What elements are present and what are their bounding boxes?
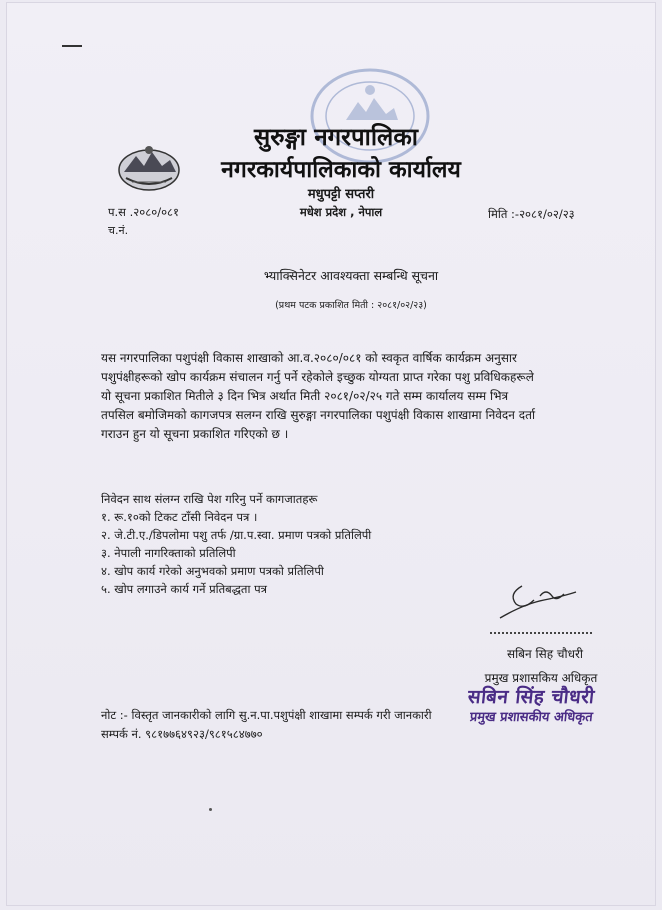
address-line-2: मधेश प्रदेश , नेपाल <box>299 205 383 219</box>
signatory-name: सबिन सिह चौधरी <box>506 647 584 661</box>
notice-body <box>101 349 603 444</box>
document-item: २. जे.टी.ए./डिपलोमा पशु तर्फ /ग्रा.प.स्वा. प्रमाण पत्रको प्रतिलिपी <box>101 528 372 542</box>
signature-line <box>490 632 592 634</box>
scan-speck <box>209 808 212 811</box>
document-item: ४. खोप कार्य गरेको अनुभवको प्रमाण पत्रको प्रतिलिपी <box>101 564 324 578</box>
nepal-government-emblem-icon <box>114 142 184 194</box>
notice-subject: भ्याक्सिनेटर आवश्यक्ता सम्बन्धि सूचना <box>263 268 439 283</box>
document-item: १. रू.१०को टिकट टाँसी निवेदन पत्र । <box>101 510 258 524</box>
document-item: ५. खोप लगाउने कार्य गर्ने प्रतिबद्धता पत्र <box>101 582 268 596</box>
address-line-1: मधुपट्टी सप्तरी <box>307 187 375 202</box>
body-line: तपसिल बमोजिमको कागजपत्र सलग्न राखि सुरुङ्गा नगरपालिका पशुपंक्षी विकास शाखामा निवेदन दर्ता <box>101 408 536 422</box>
required-documents <box>101 490 371 598</box>
org-name: सुरुङ्गा नगरपालिका <box>254 122 418 151</box>
title-stamp: प्रमुख प्रशासकीय अधिकृत <box>469 710 594 725</box>
body-line: गराउन हुन यो सूचना प्रकाशित गरिएको छ । <box>101 427 289 441</box>
first-published-note: (प्रथम पटक प्रकाशित मिती : २०८१/०२/२३) <box>275 300 427 311</box>
fiscal-year-ref: प.स .२०८०/०८१ <box>108 205 180 219</box>
dispatch-number: च.नं. <box>108 224 129 237</box>
document-item: ३. नेपाली नागरिक्ताको प्रतिलिपी <box>101 546 236 560</box>
body-line: पशुपंक्षीहरूको खोप कार्यक्रम संचालन गर्नु पर्ने रहेकोले इच्छुक योग्यता प्राप्त गरेका पशु प्रविधिकहरूले <box>101 370 534 384</box>
document-page <box>6 2 656 906</box>
footer-note: नोट :- विस्तृत जानकारीको लागि सु.न.पा.पशुपंक्षी शाखामा सम्पर्क गरी जानकारी <box>101 708 432 722</box>
body-line: यो सूचना प्रकाशित मितीले ३ दिन भित्र अर्थात मिती २०८१/०२/२५ गते सम्म कार्यालय सम्म भित्र <box>101 389 509 403</box>
name-stamp: सबिन सिंह चौधरी <box>466 686 596 708</box>
office-name: नगरकार्यपालिकाको कार्यालय <box>221 156 461 183</box>
scan-mark <box>62 45 82 47</box>
documents-heading: निवेदन साथ संलग्न राखि पेश गरिनु पर्ने कागजातहरू <box>101 492 318 506</box>
contact-number: सम्पर्क नं. ९८१७७६४९२३/९८१५८४७७० <box>101 727 263 741</box>
signatory-title: प्रमुख प्रशासकिय अधिकृत <box>484 671 598 685</box>
handwritten-signature <box>494 574 584 626</box>
body-line: यस नगरपालिका पशुपंक्षी विकास शाखाको आ.व.२०८०/०८१ को स्वकृत वार्षिक कार्यक्रम अनुसार <box>101 351 517 365</box>
issue-date: मिति :-२०८१/०२/२३ <box>488 207 575 221</box>
